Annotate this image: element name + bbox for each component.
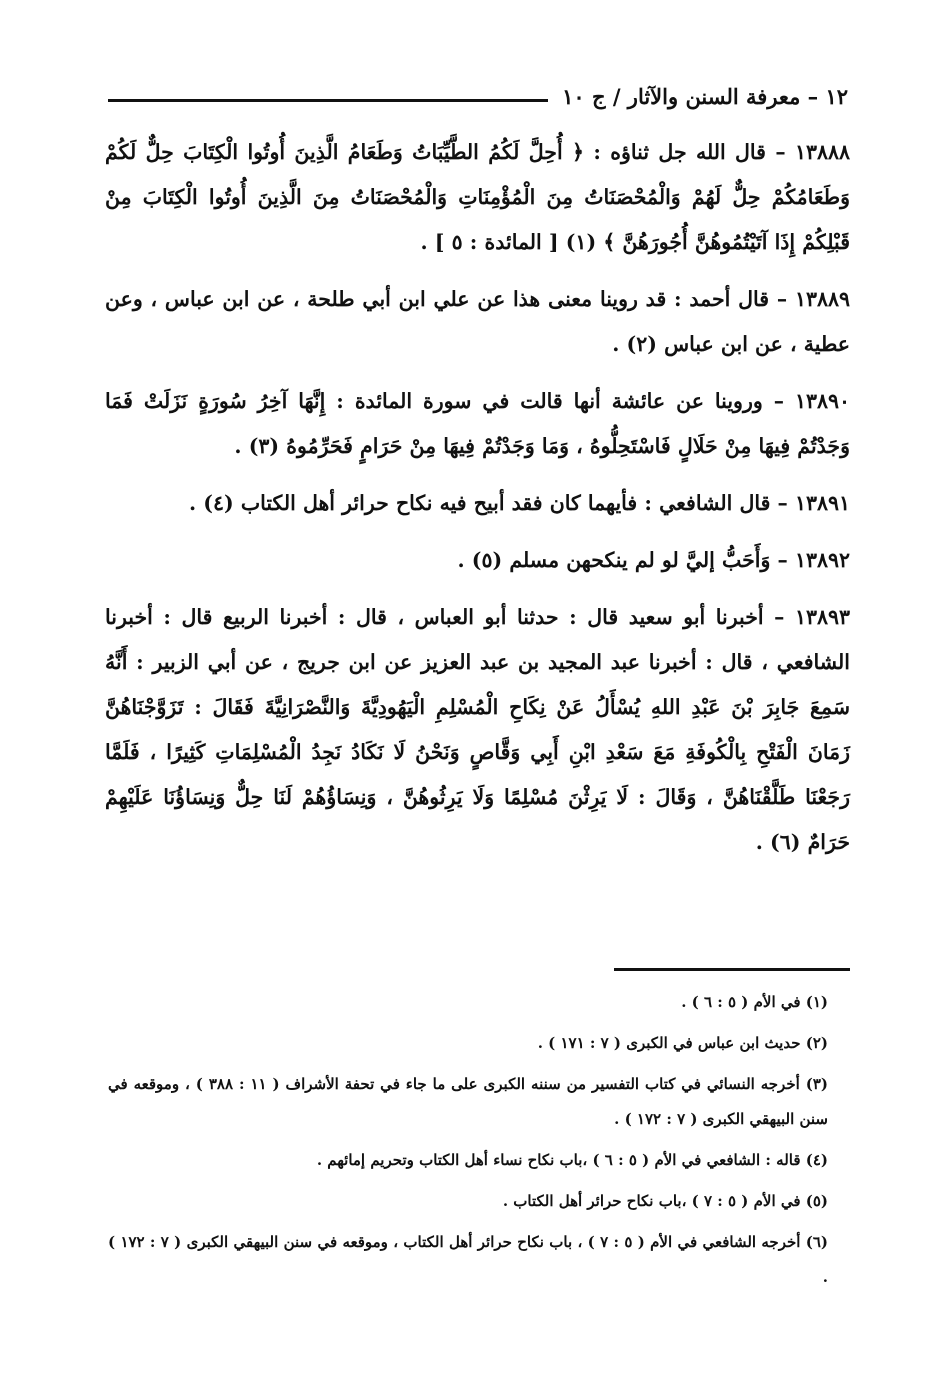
paragraph-number: ١٣٨٨٩ (794, 287, 851, 311)
header-title: ١٢ – معرفة السنن والآثار / ج ١٠ (562, 83, 848, 109)
footnote-3: (٣) أخرجه النسائي في كتاب التفسير من سننه الكبرى على ما جاء في تحفة الأشراف ( ١١ : ٣٨٨ ) ، وموقعه في سنن البيهقي الكبرى ( ٧ : ١٧٢ ) . (108, 1075, 828, 1128)
footnote-2: (٢) حديث ابن عباس في الكبرى ( ٧ : ١٧١ ) . (537, 1034, 828, 1052)
footnote-separator (614, 968, 850, 971)
running-header (108, 78, 848, 114)
paragraph-13890 (105, 379, 850, 469)
paragraph-text: – وَأَحَبُّ إليَّ لو لم ينكحهن مسلم (٥) . (457, 548, 788, 572)
paragraph-text: – قال الشافعي : فأيهما كان فقد أبيح فيه نكاح حرائر أهل الكتاب (٤) . (188, 491, 788, 515)
paragraph-text: – أخبرنا أبو سعيد قال : حدثنا أبو العباس ، قال : أخبرنا الربيع قال : أخبرنا الشافعي ، قال : أخبرنا عبد المجيد بن عبد العزيز عن ابن جريج ، عن أبي الزبير : أَنَّهُ سَمِعَ جَابِرَ بْنَ عَبْدِ اللهِ يُسْأَلُ عَنْ نِكَاحِ الْمُسْلِمِ الْيَهُودِيَّةَ وَالنَّصْرَانِيَّةَ فَقَالَ : تَزَوَّجْنَاهُنَّ زَمَانَ الْفَتْحِ بِالْكُوفَةِ مَعَ سَعْدِ ابْنِ أَبِي وَقَّاصٍ وَنَحْنُ لَا نَكَادُ نَجِدُ الْمُسْلِمَاتِ كَثِيرًا ، فَلَمَّا رَجَعْنَا طَلَّقْنَاهُنَّ ، وَقَالَ : لَا يَرِثْنَ مُسْلِمًا وَلَا يَرِثُوهُنَّ ، وَنِسَاؤُهُمْ لَنَا حِلٌّ وَنِسَاؤُنَا عَلَيْهِمْ حَرَامٌ (٦) . (105, 605, 850, 854)
footnote-6: (٦) أخرجه الشافعي في الأم ( ٥ : ٧ ) ، باب نكاح حرائر أهل الكتاب ، وموقعه في سنن البيهقي الكبرى ( ٧ : ١٧٢ ) . (108, 1233, 829, 1286)
paragraph-13891 (105, 481, 850, 526)
paragraph-text: – قال الله جل ثناؤه : ﴿ أُحِلَّ لَكُمُ الطَّيِّبَاتُ وَطَعَامُ الَّذِينَ أُوتُوا الْكِتَابَ حِلٌّ لَكُمْ وَطَعَامُكُمْ حِلٌّ لَهُمْ وَالْمُحْصَنَاتُ مِنَ الْمُؤْمِنَاتِ وَالْمُحْصَنَاتُ مِنَ الَّذِينَ أُوتُوا الْكِتَابَ مِنْ قَبْلِكُمْ إِذَا آتَيْتُمُوهُنَّ أُجُورَهُنَّ ﴾ (١) [ المائدة : ٥ ] . (105, 140, 850, 254)
paragraph-number: ١٣٨٩٠ (794, 389, 850, 413)
header-rule (108, 99, 548, 102)
paragraph-13893 (105, 595, 850, 865)
paragraph-number: ١٣٨٩٢ (794, 548, 850, 572)
footnote-5: (٥) في الأم ( ٥ : ٧ ) ،باب نكاح حرائر أهل الكتاب . (502, 1192, 828, 1210)
footnote-1: (١) في الأم ( ٥ : ٦ ) . (681, 993, 828, 1011)
footnotes (108, 985, 850, 1301)
paragraph-text: – قال أحمد : قد روينا معنى هذا عن علي ابن أبي طلحة ، عن ابن عباس ، وعن عطية ، عن ابن عباس (٢) . (105, 287, 850, 356)
paragraph-13889 (105, 277, 850, 367)
body-text (105, 130, 850, 877)
paragraph-number: ١٣٨٨٨ (794, 140, 851, 164)
footnote-4: (٤) قاله : الشافعي في الأم ( ٥ : ٦ ) ،باب نكاح نساء أهل الكتاب وتحريم إمائهم . (316, 1151, 828, 1169)
paragraph-number: ١٣٨٩١ (794, 491, 850, 515)
paragraph-text: – وروينا عن عائشة أنها قالت في سورة المائدة : إِنَّهَا آخِرُ سُورَةٍ نَزَلَتْ فَمَا وَجَدْتُمْ فِيهَا مِنْ حَلَالٍ فَاسْتَحِلُّوهُ ، وَمَا وَجَدْتُمْ فِيهَا مِنْ حَرَامٍ فَحَرِّمُوهُ (٣) . (105, 389, 850, 458)
paragraph-13888 (105, 130, 850, 265)
paragraph-13892 (105, 538, 850, 583)
paragraph-number: ١٣٨٩٣ (794, 605, 850, 629)
